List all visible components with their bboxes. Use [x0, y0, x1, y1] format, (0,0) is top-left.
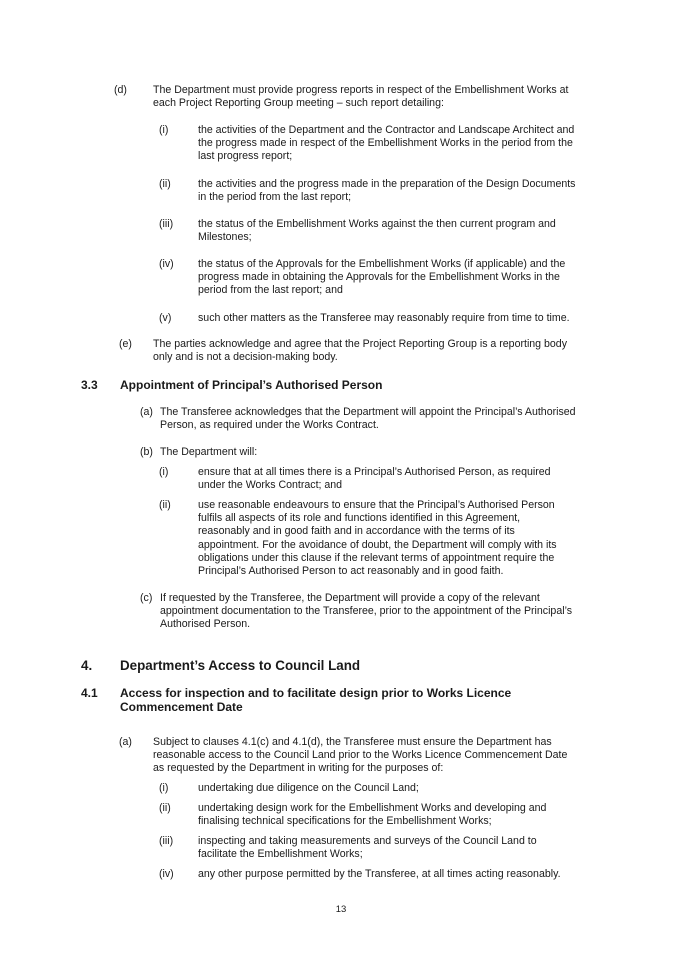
text-line: any other purpose permitted by the Transferee, at all times acting reasonably.	[198, 868, 561, 880]
text-line: the activities and the progress made in the preparation of the Design Documents	[198, 178, 576, 190]
subclause-text	[198, 802, 546, 828]
subclause-label: (iv)	[159, 258, 174, 270]
text-line: the status of the Approvals for the Embellishment Works (if applicable) and the	[198, 258, 566, 270]
text-line: undertaking design work for the Embellishment Works and developing and	[198, 802, 547, 814]
subclause-text	[198, 258, 565, 298]
subclause-label: (ii)	[159, 802, 171, 814]
text-line: If requested by the Transferee, the Department will provide a copy of the relevant	[160, 592, 540, 604]
text-line: undertaking due diligence on the Council Land;	[198, 782, 419, 794]
section-number: 3.3	[81, 378, 98, 392]
clause-text	[160, 406, 576, 432]
subclause-text	[198, 312, 570, 325]
subclause-label: (ii)	[159, 499, 171, 511]
text-line: reasonable access to the Council Land prior to the Works Licence Commencement Date	[153, 749, 568, 762]
text-line: period from the last report; and	[198, 284, 343, 297]
clause-text	[153, 338, 567, 364]
clause-label: (e)	[119, 338, 132, 350]
text-line: progress made in obtaining the Approvals for the Embellishment Works in the	[198, 271, 560, 284]
page-number: 13	[335, 904, 347, 915]
text-line: Authorised Person.	[160, 618, 251, 631]
subclause-label: (iii)	[159, 218, 174, 230]
section-number: 4.1	[81, 686, 98, 700]
section-heading	[120, 686, 511, 714]
clause-text	[153, 84, 569, 110]
subclause-label: (i)	[159, 124, 169, 136]
heading-line: Access for inspection and to facilitate design prior to Works Licence	[120, 686, 512, 700]
subclause-text	[198, 218, 556, 244]
text-line: Principal’s Authorised Person to act reasonably and in good faith.	[198, 565, 504, 578]
subclause-label: (iv)	[159, 868, 174, 880]
text-line: appointment. For the avoidance of doubt, the Department will comply with its	[198, 538, 557, 551]
subclause-label: (i)	[159, 782, 169, 794]
text-line: in the period from the last report;	[198, 191, 352, 204]
text-line: The Department will:	[160, 446, 258, 458]
chapter-heading: Department’s Access to Council Land	[120, 658, 361, 673]
subclause-label: (v)	[159, 312, 172, 324]
subclause-text	[198, 124, 574, 164]
clause-label: (c)	[140, 592, 153, 604]
text-line: the activities of the Department and the Contractor and Landscape Architect and	[198, 124, 575, 136]
text-line: use reasonable endeavours to ensure that the Principal’s Authorised Person	[198, 499, 555, 511]
text-line: Milestones;	[198, 231, 252, 244]
text-line: Subject to clauses 4.1(c) and 4.1(d), the Transferee must ensure the Department has	[153, 736, 552, 748]
heading-line: Commencement Date	[120, 700, 243, 714]
clause-text	[153, 736, 567, 776]
text-line: last progress report;	[198, 150, 293, 163]
text-line: The Department must provide progress reports in respect of the Embellishment Works at	[153, 84, 569, 96]
text-line: facilitate the Embellishment Works;	[198, 848, 363, 861]
text-line: the status of the Embellishment Works against the then current program and	[198, 218, 556, 230]
text-line: such other matters as the Transferee may reasonably require from time to time.	[198, 312, 570, 324]
chapter-number: 4.	[81, 658, 93, 673]
section-heading: Appointment of Principal’s Authorised Person	[120, 378, 383, 392]
text-line: inspecting and taking measurements and surveys of the Council Land to	[198, 835, 537, 847]
text-line: under the Works Contract; and	[198, 479, 343, 492]
subclause-text	[198, 835, 537, 861]
subclause-text	[198, 466, 551, 492]
text-line: finalising technical specifications for the Embellishment Works;	[198, 815, 492, 828]
clause-label: (d)	[114, 84, 127, 96]
text-line: fulfils all aspects of its role and functions identified in this Agreement,	[198, 512, 521, 525]
text-line: each Project Reporting Group meeting – such report detailing:	[153, 97, 444, 110]
subclause-text	[198, 178, 575, 204]
text-line: the progress made in respect of the Embellishment Works in the period from the	[198, 137, 573, 150]
text-line: appointment documentation to the Transferee, prior to the appointment of the Principal’s	[160, 605, 573, 618]
clause-label: (a)	[140, 406, 153, 418]
subclause-text	[198, 868, 561, 881]
subclause-label: (ii)	[159, 178, 171, 190]
text-line: as requested by the Department in writing for the purposes of:	[153, 762, 444, 775]
clause-label: (a)	[119, 736, 132, 748]
clause-label: (b)	[140, 446, 153, 458]
text-line: ensure that at all times there is a Principal’s Authorised Person, as required	[198, 466, 551, 478]
clause-text	[160, 446, 257, 459]
text-line: obligations under this clause if the relevant terms of appointment require the	[198, 551, 555, 564]
text-line: only and is not a decision-making body.	[153, 351, 338, 364]
text-line: The Transferee acknowledges that the Department will appoint the Principal’s Authorised	[160, 406, 576, 418]
subclause-label: (iii)	[159, 835, 174, 847]
text-line: The parties acknowledge and agree that the Project Reporting Group is a reporting body	[153, 338, 567, 350]
clause-text	[160, 592, 572, 632]
text-line: Person, as required under the Works Contract.	[160, 419, 379, 432]
text-line: reasonably and in good faith and in accordance with the terms of its	[198, 525, 515, 538]
subclause-text	[198, 782, 419, 795]
subclause-text	[198, 499, 557, 578]
subclause-label: (i)	[159, 466, 169, 478]
